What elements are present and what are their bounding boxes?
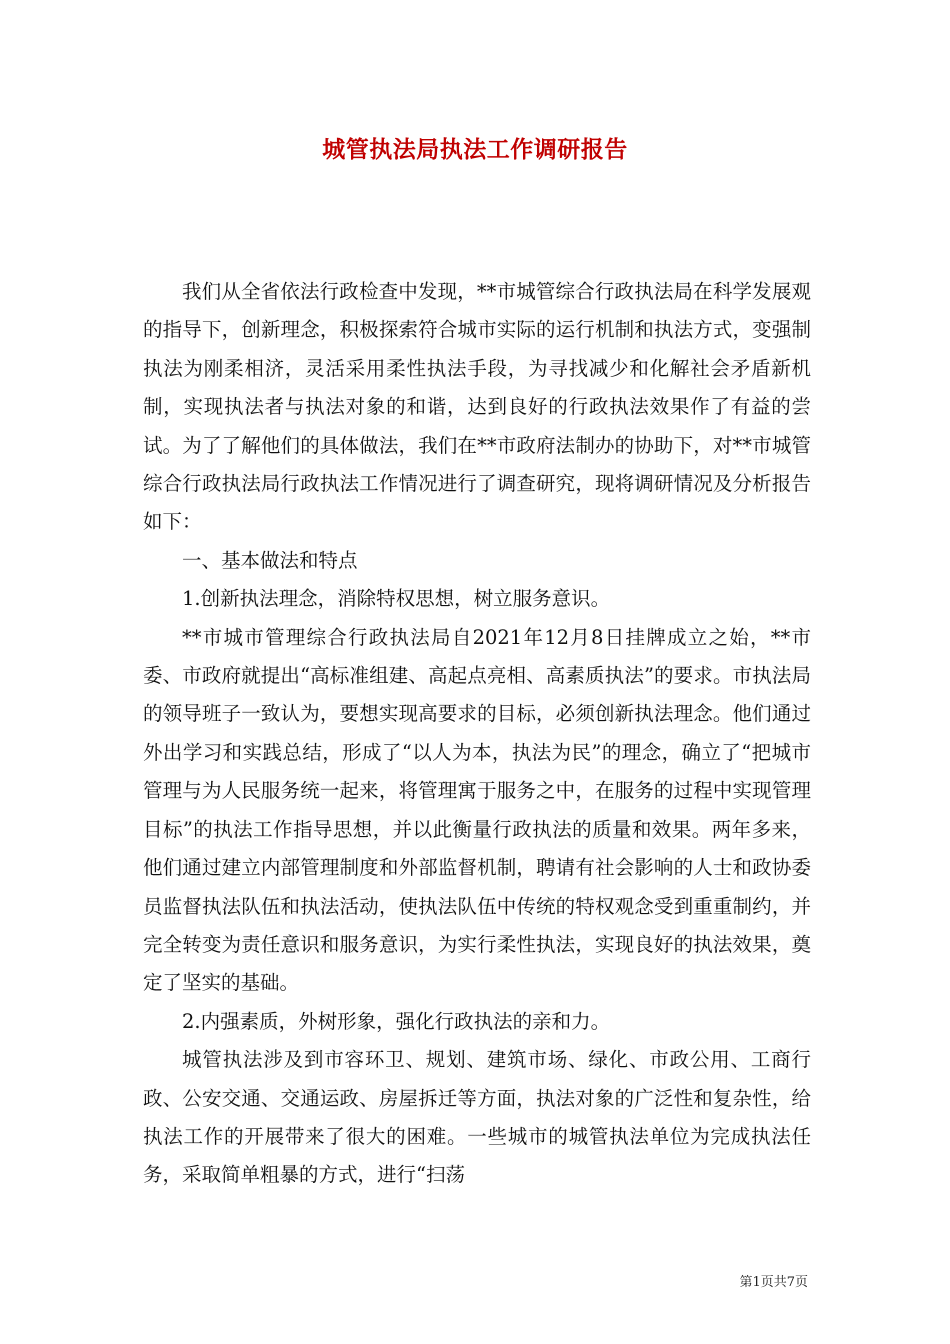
page-number: 第1页共7页 <box>739 1275 808 1290</box>
document-title: 城管执法局执法工作调研报告 <box>322 136 628 163</box>
paragraph-intro: 我们从全省依法行政检查中发现，**市城管综合行政执法局在科学发展观的指导下，创新理念，积极探索符合城市实际的运行机制和执法方式，变强制执法为刚柔相济，灵活采用柔性执法手段，为寻找减少和化解社会矛盾新机制，实现执法者与执法对象的和谐，达到良好的行政执法效果作了有益的尝试。为了了解他们的具体做法，我们在**市政府法制办的协助下，对**市城管综合行政执法局行政执法工作情况进行了调查研究，现将调研情况及分析报告如下： <box>143 280 811 534</box>
section-heading-1: 一、基本做法和特点 <box>182 548 358 572</box>
document-body <box>143 273 811 1195</box>
subheading-2: 2.内强素质，外树形象，强化行政执法的亲和力。 <box>182 1009 611 1033</box>
paragraph-2: 城管执法涉及到市容环卫、规划、建筑市场、绿化、市政公用、工商行政、公安交通、交通运政、房屋拆迁等方面，执法对象的广泛性和复杂性，给执法工作的开展带来了很大的困难。一些城市的城管执法单位为完成执法任务，采取简单粗暴的方式，进行“扫荡 <box>143 1048 811 1187</box>
paragraph-1: **市城市管理综合行政执法局自2021年12月8日挂牌成立之始，**市委、市政府就提出“高标准组建、高起点亮相、高素质执法”的要求。市执法局的领导班子一致认为，要想实现高要求的目标，必须创新执法理念。他们通过外出学习和实践总结，形成了“以人为本，执法为民”的理念，确立了“把城市管理与为人民服务统一起来，将管理寓于服务之中，在服务的过程中实现管理目标”的执法工作指导思想，并以此衡量行政执法的质量和效果。两年多来，他们通过建立内部管理制度和外部监督机制，聘请有社会影响的人士和政协委员监督执法队伍和执法活动，使执法队伍中传统的特权观念受到重重制约，并完全转变为责任意识和服务意识，为实行柔性执法，实现良好的执法效果，奠定了坚实的基础。 <box>143 625 811 995</box>
subheading-1: 1.创新执法理念，消除特权思想，树立服务意识。 <box>182 587 611 611</box>
